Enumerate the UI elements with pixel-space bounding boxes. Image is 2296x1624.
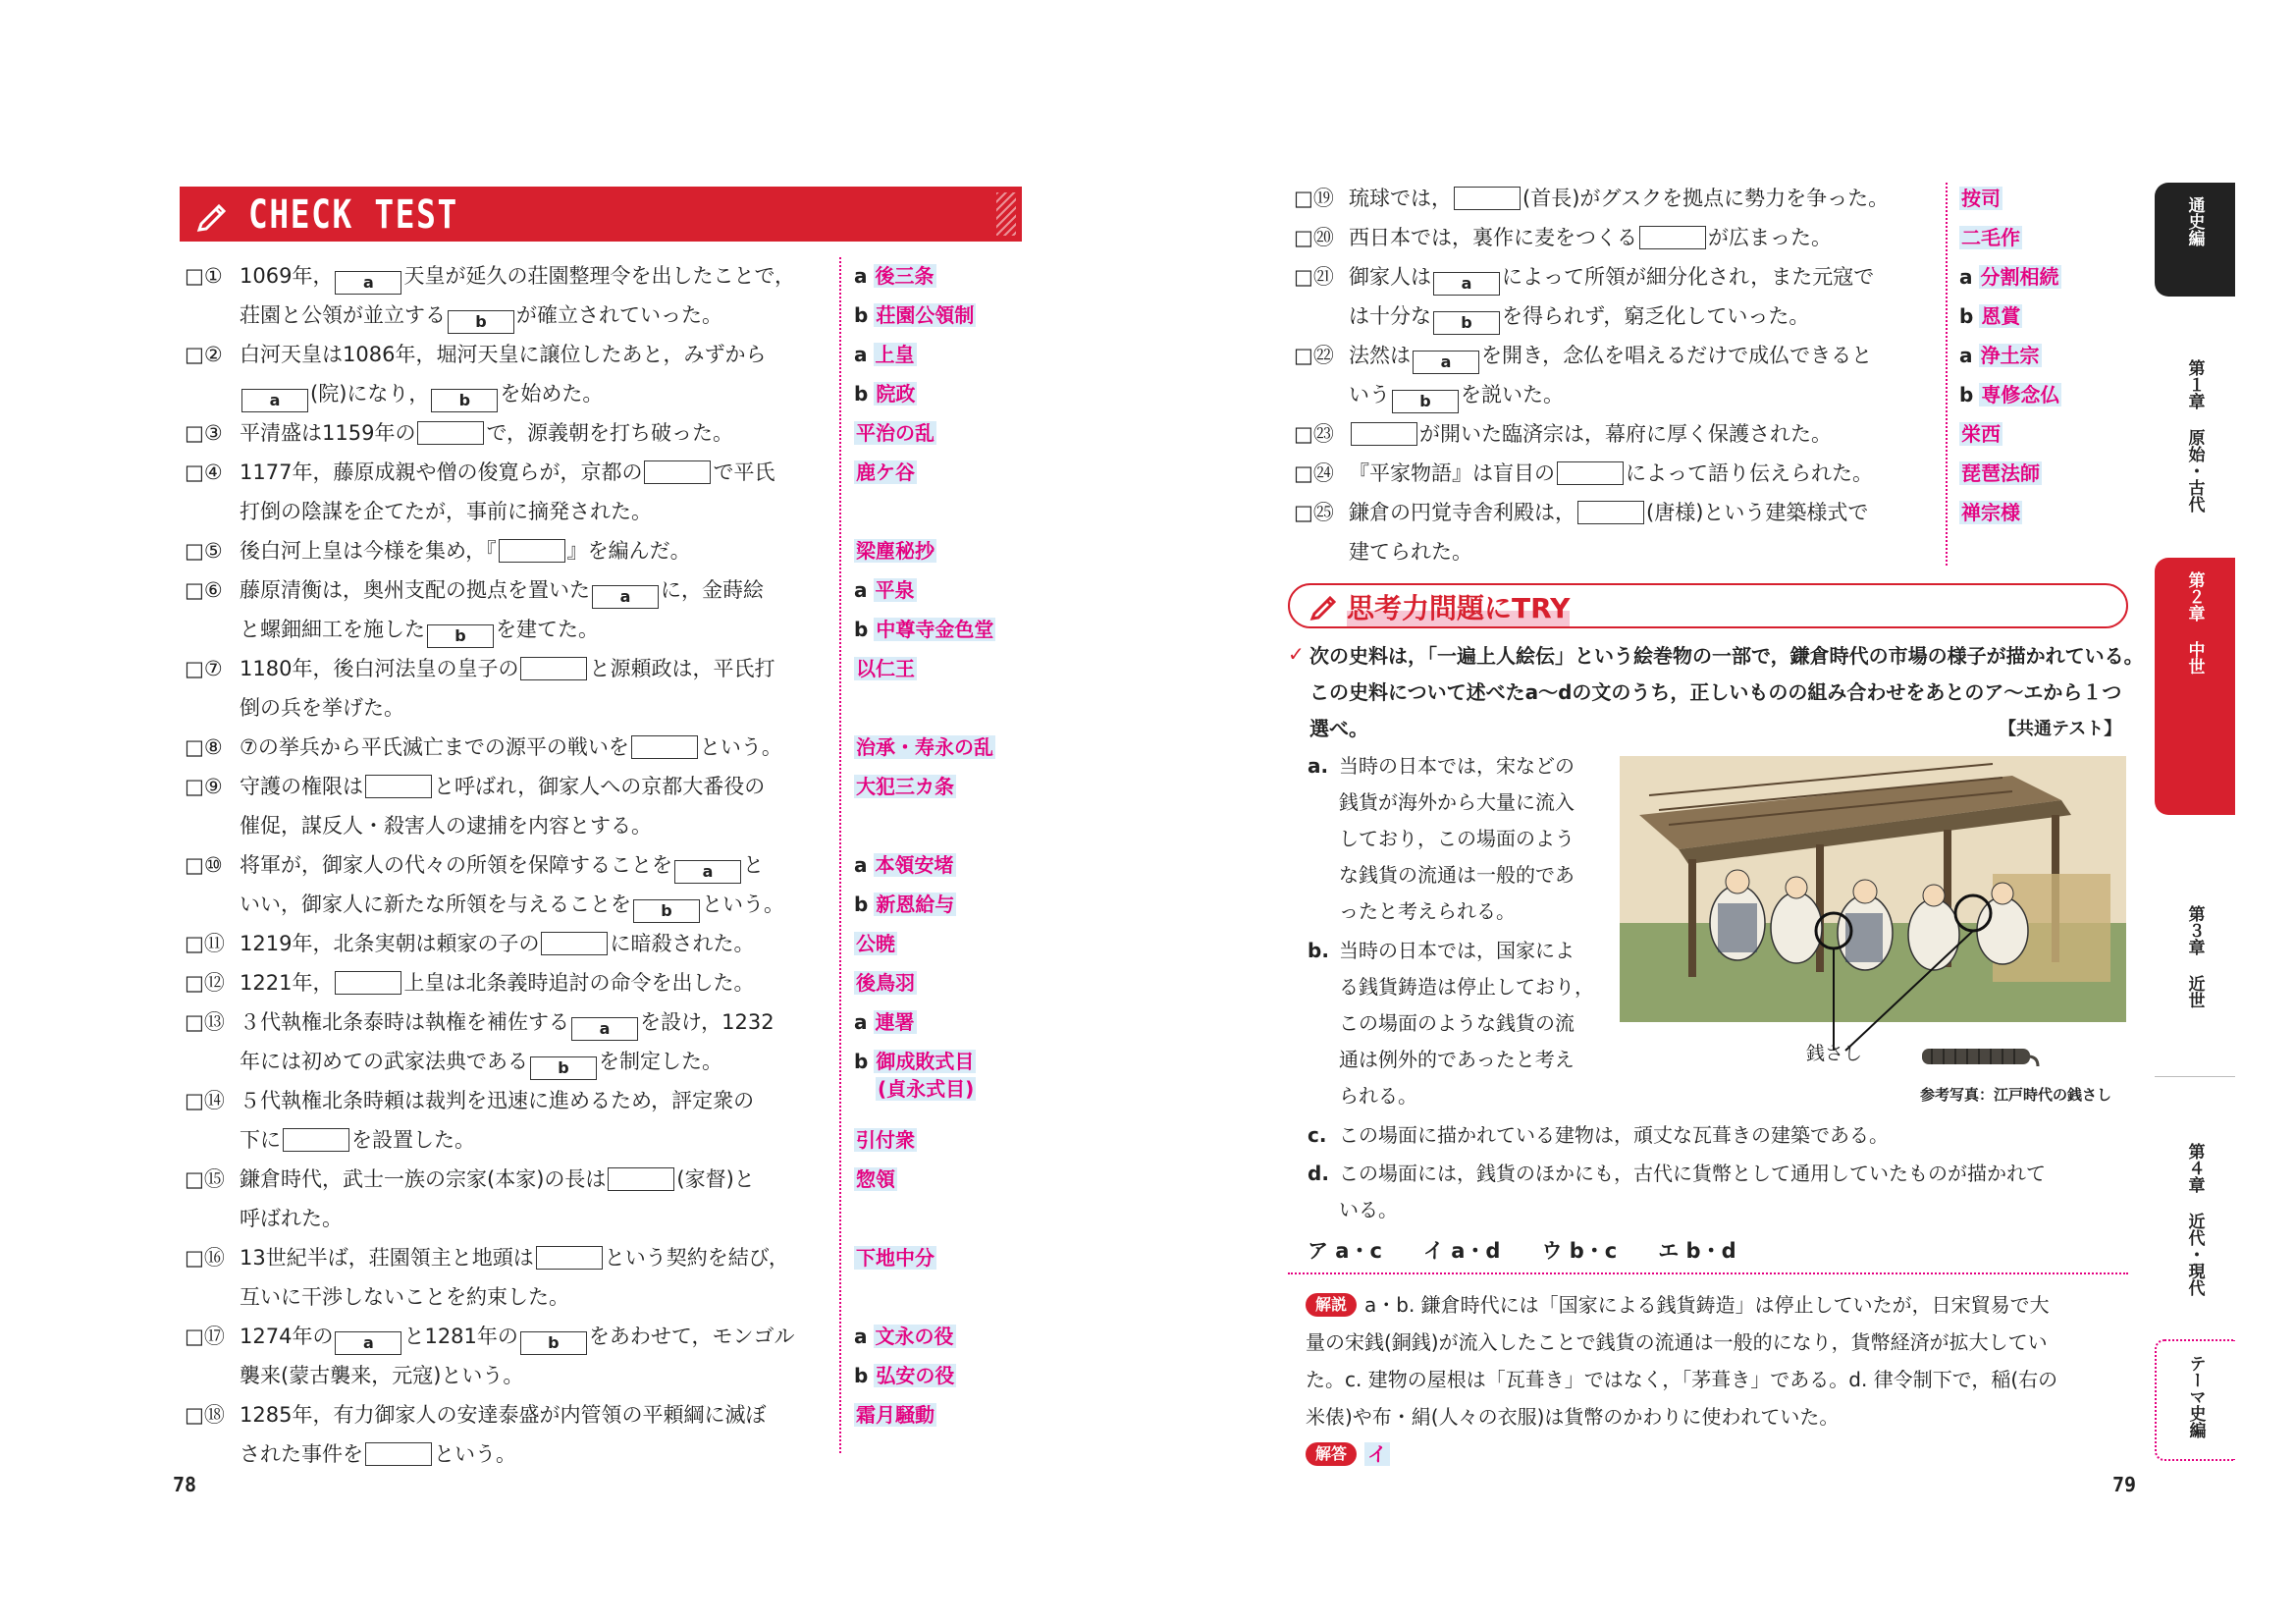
callout-lines [1620, 913, 2130, 1070]
answer-17b: b 弘安の役 [854, 1364, 955, 1387]
blank-box: a [674, 860, 741, 884]
blank-box [631, 735, 698, 759]
blank-box [283, 1128, 349, 1152]
answer-16: 下地中分 [856, 1246, 934, 1270]
q-text: を制定した。 [599, 1050, 722, 1073]
q-number: □④ [185, 460, 223, 484]
q-text: 1285年，有力御家人の安達泰盛が内管領の平頼綱に滅ぼ [240, 1403, 767, 1427]
q-number: □㉔ [1294, 461, 1334, 485]
answer-23: 栄西 [1961, 422, 2001, 446]
q-number: □⑭ [185, 1089, 225, 1112]
answer-2b: b 院政 [854, 382, 916, 406]
check-mark-icon: ✓ [1288, 642, 1305, 666]
q-text: 年には初めての武家法典である [240, 1050, 528, 1073]
answer-13b: b 御成敗式目 [854, 1050, 975, 1073]
q-text: を説いた。 [1461, 383, 1564, 406]
blank-box: a [592, 585, 659, 609]
blank-box: a [241, 389, 308, 412]
explanation-badge: 解説 [1306, 1293, 1357, 1317]
q-text: は十分な [1349, 304, 1431, 328]
q-text: 』を編んだ。 [566, 539, 691, 563]
answer-20: 二毛作 [1961, 226, 2020, 249]
answer-21b: b 恩賞 [1959, 304, 2021, 328]
answer-9: 大犯三カ条 [856, 775, 954, 798]
q-text: 呼ばれた。 [240, 1207, 343, 1230]
q-text: をあわせて，モンゴル [588, 1325, 795, 1348]
stmt-d-2: いる。 [1339, 1198, 1398, 1221]
stmt-d-letter: d. [1308, 1162, 1329, 1185]
stmt-b-2: る銭貨鋳造は停止しており， [1339, 975, 1594, 999]
page-number-right: 79 [2112, 1473, 2137, 1496]
stmt-b-4: 通は例外的であったと考え [1339, 1048, 1575, 1071]
q-text: を始めた。 [500, 382, 604, 406]
explanation-line-2: 量の宋銭(銅銭)が流入したことで銭貨の流通は一般的になり，貨幣経済が拡大してい [1306, 1330, 2048, 1354]
q-text: ３代執権北条泰時は執権を補佐する [240, 1010, 569, 1034]
stmt-c: この場面に描かれている建物は，頑丈な瓦葺きの建築である。 [1339, 1123, 1889, 1147]
q-text: 『平家物語』は盲目の [1349, 461, 1555, 485]
explanation-line-1: 解説 a・b. 鎌倉時代には「国家による銭貨鋳造」は停止していたが，日宋貿易で大 [1306, 1286, 2050, 1324]
photo-caption: 参考写真：江戸時代の銭さし [1920, 1086, 2112, 1104]
choices: ア a・c イ a・d ウ b・c エ b・d [1308, 1239, 1736, 1263]
answer-14: 引付衆 [856, 1128, 915, 1152]
stmt-b-1: 当時の日本では，国家によ [1339, 939, 1575, 962]
answer-19: 按司 [1961, 187, 2001, 210]
q-text: 1177年，藤原成親や僧の俊寛らが，京都の [240, 460, 643, 484]
tab-chapter-1[interactable]: 第１章 原始・古代 [2184, 359, 2205, 513]
q-text: 互いに干渉しないことを約束した。 [240, 1285, 569, 1309]
q-number: □⑱ [185, 1403, 225, 1427]
tab-chapter-4[interactable]: 第４章 近代・現代 [2184, 1143, 2205, 1296]
q-number: □㉑ [1294, 265, 1334, 289]
q-text: 13世紀半ば，荘園領主と地頭は [240, 1246, 534, 1270]
page-number-left: 78 [173, 1473, 197, 1496]
answer-divider [839, 257, 841, 1453]
answer-7: 以仁王 [856, 657, 915, 680]
q-text: を設け，1232 [640, 1010, 774, 1034]
stmt-c-letter: c. [1308, 1123, 1327, 1147]
q-text: (唐様)という建築様式で [1646, 501, 1869, 524]
q-text: と源頼政は，平氏打 [589, 657, 775, 680]
q-text: 将軍が，御家人の代々の所領を保障することを [240, 853, 672, 877]
q-text: 荘園と公領が並立する [240, 303, 446, 327]
q-text: 建てられた。 [1349, 540, 1472, 564]
stmt-a-1: 当時の日本では，宋などの [1339, 754, 1575, 778]
answer-18: 霜月騒動 [856, 1403, 934, 1427]
stmt-b-3: この場面のような銭貨の流 [1339, 1011, 1575, 1035]
answer-badge: 解答 [1306, 1442, 1357, 1466]
q-text: 1069年， [240, 264, 334, 288]
q-number: □⑦ [185, 657, 223, 680]
q-text: に，金蒔絵 [661, 578, 764, 602]
q-text: (家督)と [676, 1167, 755, 1191]
blank-box: b [431, 389, 498, 412]
q-text: 倒の兵を挙げた。 [240, 696, 404, 720]
answer-10a: a 本領安堵 [854, 853, 954, 877]
blank-box [499, 539, 565, 563]
zenisashi-caption: 銭さし [1806, 1043, 1863, 1064]
blank-box: b [520, 1331, 587, 1355]
q-text: が開いた臨済宗は，幕府に厚く保護された。 [1419, 422, 1832, 446]
q-text: 天皇が延久の荘園整理令を出したことで， [403, 264, 796, 288]
blank-box [1577, 501, 1644, 524]
q-text: 御家人は [1349, 265, 1431, 289]
q-text: と [743, 853, 764, 877]
source-tag: 【共通テスト】 [1999, 719, 2122, 739]
prompt-line-3: 選べ。 [1309, 717, 1368, 740]
blank-box [536, 1246, 603, 1270]
answer-2a: a 上皇 [854, 343, 915, 366]
stmt-a-4: な銭貨の流通は一般的であ [1339, 863, 1575, 887]
answer-21a: a 分割相続 [1959, 265, 2059, 289]
q-text: を設置した。 [351, 1128, 475, 1152]
q-text: に暗殺された。 [610, 932, 755, 955]
prompt-line-1: 次の史料は，「一遍上人絵伝」という絵巻物の一部で，鎌倉時代の市場の様子が描かれている。 [1309, 644, 2144, 668]
q-text: いう [1349, 383, 1390, 406]
q-number: □⑥ [185, 578, 223, 602]
answer-12: 後鳥羽 [856, 971, 915, 995]
answer-17a: a 文永の役 [854, 1325, 954, 1348]
stmt-a-2: 銭貨が海外から大量に流入 [1339, 790, 1575, 814]
dotted-divider [1288, 1272, 2128, 1274]
q-text: 藤原清衡は，奥州支配の拠点を置いた [240, 578, 590, 602]
blank-box: a [335, 271, 401, 295]
answer-25: 禅宗様 [1961, 501, 2020, 524]
q-number: □⑮ [185, 1167, 225, 1191]
q-text: 上皇は北条義時追討の命令を出した。 [403, 971, 755, 995]
answer-3: 平治の乱 [856, 421, 934, 445]
check-test-title: CHECK TEST [248, 192, 458, 238]
answer-13b-sub: (貞永式目) [878, 1077, 975, 1101]
q-text: を得られず，窮乏化していった。 [1502, 304, 1810, 328]
check-test-header [180, 187, 1022, 242]
stmt-a-3: しており，この場面のよう [1339, 827, 1575, 850]
q-text: 平清盛は1159年の [240, 421, 416, 445]
q-text: 襲来(蒙古襲来，元寇)という。 [240, 1364, 524, 1387]
q-text: 鎌倉の円覚寺舎利殿は， [1349, 501, 1575, 524]
q-text: によって語り伝えられた。 [1626, 461, 1873, 485]
q-text: (院)になり， [310, 382, 430, 406]
q-text: によって所領が細分化され，また元寇で [1502, 265, 1875, 289]
blank-box: b [1392, 390, 1459, 413]
answer-22b: b 専修念仏 [1959, 383, 2060, 406]
q-text: と1281年の [403, 1325, 518, 1348]
blank-box: b [633, 899, 700, 923]
final-answer: イ [1364, 1442, 1390, 1466]
q-number: □⑫ [185, 971, 225, 995]
blank-box [644, 460, 711, 484]
answer-1b: b 荘園公領制 [854, 303, 975, 327]
tab-chapter-2[interactable]: 第２章 中世 [2155, 558, 2235, 815]
q-text: された事件を [240, 1442, 363, 1466]
q-text: という。 [434, 1442, 516, 1466]
q-text: 下に [240, 1128, 281, 1152]
tab-theme[interactable]: テーマ史編 [2155, 1339, 2235, 1461]
pencil-icon [1309, 591, 1339, 621]
q-text: いい，御家人に新たな所領を与えることを [240, 893, 631, 916]
blank-box [1557, 461, 1624, 485]
q-number: □⑬ [185, 1010, 225, 1034]
try-header [1288, 583, 2128, 628]
blank-box [1351, 422, 1417, 446]
pencil-icon [195, 198, 229, 232]
q-number: □① [185, 264, 223, 288]
q-text: と呼ばれ，御家人への京都大番役の [434, 775, 766, 798]
q-number: □⑲ [1294, 187, 1334, 210]
q-text: という契約を結び， [604, 1246, 789, 1270]
blank-box: b [1433, 311, 1500, 335]
q-text: が広まった。 [1708, 226, 1832, 249]
q-text: 守護の権限は [240, 775, 363, 798]
blank-box [417, 421, 484, 445]
q-number: □㉕ [1294, 501, 1334, 524]
explanation-line-4: 米俵)や布・絹(人々の衣服)は貨幣のかわりに使われていた。 [1306, 1405, 1840, 1429]
blank-box [520, 657, 587, 680]
q-text: ⑦の挙兵から平氏滅亡までの源平の戦いを [240, 735, 629, 759]
q-number: □⑯ [185, 1246, 225, 1270]
q-text: 白河天皇は1086年，堀河天皇に譲位したあと，みずから [240, 343, 767, 366]
q-text: 打倒の陰謀を企てたが，事前に摘発された。 [240, 500, 652, 523]
answer-11: 公暁 [856, 932, 895, 955]
q-text: 琉球では， [1349, 187, 1452, 210]
tab-separator [2155, 1076, 2235, 1077]
answer-6b: b 中尊寺金色堂 [854, 618, 994, 641]
q-text: で，源義朝を打ち破った。 [486, 421, 734, 445]
blank-box [1454, 187, 1521, 210]
stmt-b-5: られる。 [1339, 1084, 1417, 1108]
q-text: 1180年，後白河法皇の皇子の [240, 657, 519, 680]
answer-15: 惣領 [856, 1167, 895, 1191]
q-number: □⑪ [185, 932, 225, 955]
q-text: 後白河上皇は今様を集め，『 [240, 539, 497, 563]
answer-22a: a 浄土宗 [1959, 344, 2040, 367]
try-title: 思考力問題にTRY [1347, 587, 1570, 626]
q-number: □② [185, 343, 223, 366]
q-text: を建てた。 [496, 618, 599, 641]
explanation-line-3: た。c. 建物の屋根は「瓦葺き」ではなく，「茅葺き」である。d. 律令制下で，稲(右の [1306, 1368, 2058, 1391]
q-number: □⑳ [1294, 226, 1334, 249]
tab-chapter-3[interactable]: 第３章 近世 [2184, 905, 2205, 1008]
q-text: という。 [699, 735, 782, 759]
q-text: 1219年，北条実朝は頼家の子の [240, 932, 540, 955]
q-number: □⑧ [185, 735, 223, 759]
prompt-line-2: この史料について述べたa～dの文のうち，正しいものの組み合わせをあとのア～エから１つ [1309, 680, 2122, 704]
q-text: 鎌倉時代，武士一族の宗家(本家)の長は [240, 1167, 607, 1191]
blank-box: a [335, 1331, 401, 1355]
blank-box [335, 971, 401, 995]
q-number: □⑰ [185, 1325, 225, 1348]
header-stripe [996, 192, 1016, 236]
answer-24: 琵琶法師 [1961, 461, 2040, 485]
blank-box [365, 1442, 432, 1466]
tab-tsushi[interactable]: 通史編 [2155, 183, 2235, 297]
blank-box: b [448, 310, 514, 334]
answer-8: 治承・寿永の乱 [856, 735, 993, 759]
blank-box: a [1413, 351, 1479, 374]
q-number: □㉒ [1294, 344, 1334, 367]
q-number: □㉓ [1294, 422, 1334, 446]
answer-6a: a 平泉 [854, 578, 915, 602]
blank-box: b [427, 624, 494, 648]
q-number: □③ [185, 421, 223, 445]
blank-box [608, 1167, 674, 1191]
q-text: 催促，謀反人・殺害人の逮捕を内容とする。 [240, 814, 652, 838]
q-text: 1221年， [240, 971, 334, 995]
answer-10b: b 新恩給与 [854, 893, 955, 916]
q-number: □⑤ [185, 539, 223, 563]
q-text: が確立されていった。 [516, 303, 722, 327]
q-text: で平氏 [713, 460, 775, 484]
coin-string-photo [1922, 1043, 2040, 1072]
q-number: □⑨ [185, 775, 223, 798]
answer-line [1306, 1435, 1390, 1473]
blank-box [365, 775, 432, 798]
q-text: ５代執権北条時頼は裁判を迅速に進めるため，評定衆の [240, 1089, 755, 1112]
q-text: と螺鈿細工を施した [240, 618, 425, 641]
blank-box: a [571, 1017, 638, 1041]
stmt-a-5: ったと考えられる。 [1339, 899, 1516, 923]
answer-1a: a 後三条 [854, 264, 934, 288]
blank-box [541, 932, 608, 955]
q-text: という。 [702, 893, 784, 916]
answer-4: 鹿ケ谷 [856, 460, 915, 484]
q-text: (首長)がグスクを拠点に勢力を争った。 [1522, 187, 1890, 210]
blank-box: a [1433, 272, 1500, 296]
answer-13a: a 連署 [854, 1010, 915, 1034]
stmt-d-1: この場面には，銭貨のほかにも，古代に貨幣として通用していたものが描かれて [1339, 1162, 2046, 1185]
q-text: 西日本では，裏作に麦をつくる [1349, 226, 1637, 249]
answer-divider-right [1946, 183, 1948, 566]
q-text: 法然は [1349, 344, 1411, 367]
q-text: 1274年の [240, 1325, 334, 1348]
answer-5: 梁塵秘抄 [856, 539, 934, 563]
blank-box [1639, 226, 1706, 249]
q-number: □⑩ [185, 853, 223, 877]
q-text: を開き，念仏を唱えるだけで成仏できると [1481, 344, 1873, 367]
blank-box: b [530, 1056, 597, 1080]
stmt-a-letter: a. [1308, 754, 1329, 778]
stmt-b-letter: b. [1308, 939, 1329, 962]
